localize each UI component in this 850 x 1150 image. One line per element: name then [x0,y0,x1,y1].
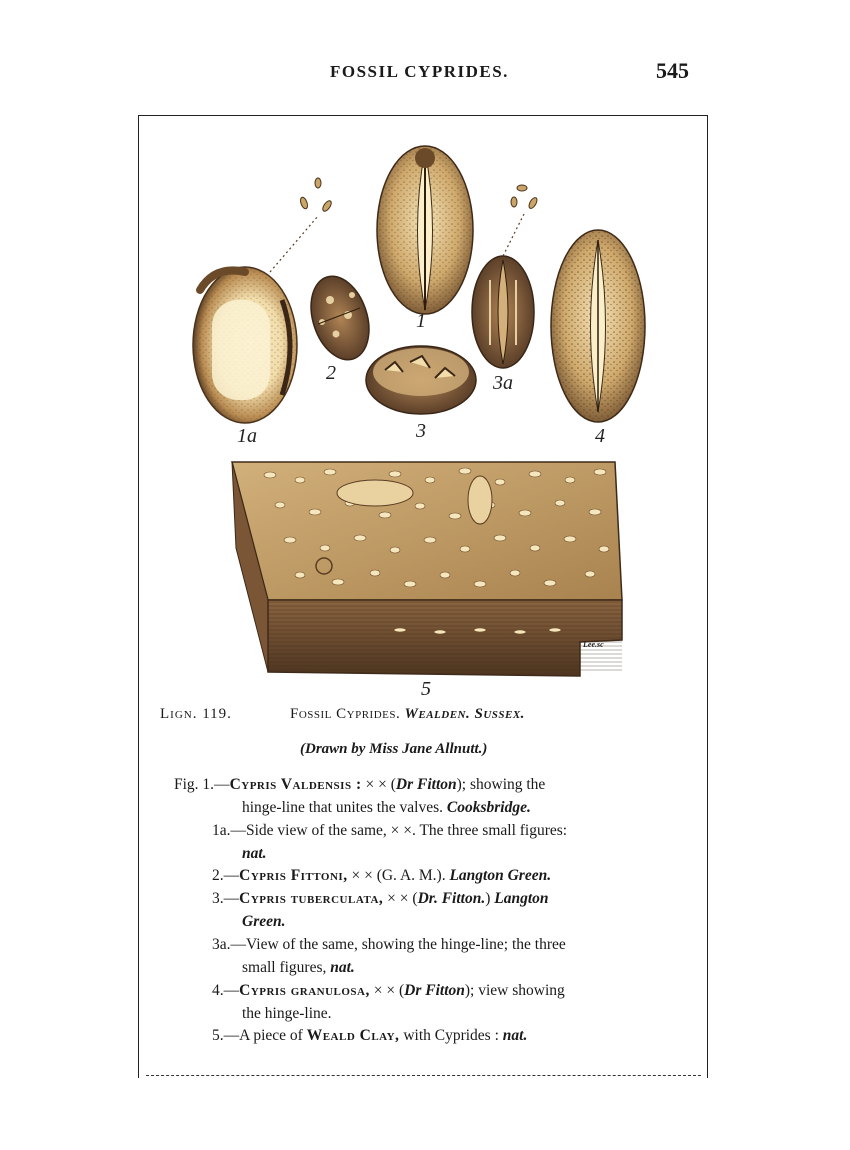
species-name: Cypris Valdensis : [229,776,362,793]
legend-entry-5 [212,1025,527,1047]
lign-number: Lign. 119. [160,706,232,722]
figure-1 [377,146,473,314]
species-name: Cypris Fittoni, [239,867,348,884]
figure-2 [301,269,379,367]
legend-entry-3-line2 [242,911,285,933]
legend-entry-4 [212,980,565,1002]
entry-text: × × ( [369,982,405,999]
figure-4 [551,230,645,422]
engraver-mark: Lee.sc [583,640,604,649]
figure-label-2: 2 [326,362,336,384]
page-number: 545 [656,58,689,83]
formation-name: Weald Clay, [306,1027,400,1044]
locality: Green. [242,913,286,930]
figure-label-4: 4 [595,425,605,447]
legend-entry-3a [212,934,566,956]
entry-prefix: 2.— [212,867,240,884]
species-name: Cypris tuberculata, [239,890,384,907]
legend-entry-2 [212,865,551,887]
species-name: Cypris granulosa, [239,982,370,999]
legend-entry-1a [212,820,567,842]
locality: Langton [494,890,549,907]
authority: Dr Fitton [395,776,457,793]
figure-label-1: 1 [416,310,426,332]
legend-entry-1a-line2 [242,843,267,865]
locality: Langton Green. [449,867,552,884]
legend-entry-1-line2 [242,797,531,819]
entry-prefix: 4.— [212,982,240,999]
entry-text: × × (G. A. M.). [347,867,450,884]
drawn-by: (Drawn by Miss Jane Allnutt.) [300,741,488,757]
legend-entry-3a-line2 [242,957,355,979]
entry-text: ); view showing [464,982,565,999]
authority: Dr. Fitton. [417,890,486,907]
plate-title [290,706,525,723]
plate-title-place2: Sussex. [474,706,525,722]
entry-text: ); showing the [456,776,546,793]
entry-prefix: 3.— [212,890,240,907]
figure-5 [232,462,622,676]
entry-text: nat. [502,1027,528,1044]
legend-entry-3 [212,888,549,910]
entry-text: 1a.—Side view of the same, × ×. The three small figures: [212,822,568,839]
authority: Dr Fitton [404,982,465,999]
entry-prefix: 5.—A piece of [212,1027,307,1044]
entry-text: hinge-line that unites the valves. [242,799,447,816]
entry-text: 3a.—View of the same, showing the hinge-line; the three [212,936,566,953]
entry-prefix: Fig. 1.— [174,776,230,793]
entry-text: with Cyprides : [399,1027,503,1044]
entry-text: the hinge-line. [242,1005,332,1022]
figure-3 [366,346,476,414]
plate-title-text: Fossil Cyprides. [290,706,401,722]
entry-text: nat. [330,959,355,976]
entry-text: ) [485,890,495,907]
figure-label-5: 5 [421,678,431,700]
locality: Cooksbridge. [446,799,531,816]
entry-text: nat. [242,845,267,862]
entry-text: × × ( [383,890,418,907]
legend-entry-4-line2 [242,1003,332,1025]
figure-label-3a: 3a [493,372,513,394]
running-title: FOSSIL CYPRIDES. [330,62,509,81]
legend-entry-1 [174,774,545,796]
entry-text: small figures, [242,959,331,976]
figure-label-3: 3 [416,420,426,442]
figure-3a [472,185,539,368]
plate-title-place1: Wealden. [404,706,471,722]
entry-text: × × ( [361,776,396,793]
figure-label-1a: 1a [237,425,257,447]
